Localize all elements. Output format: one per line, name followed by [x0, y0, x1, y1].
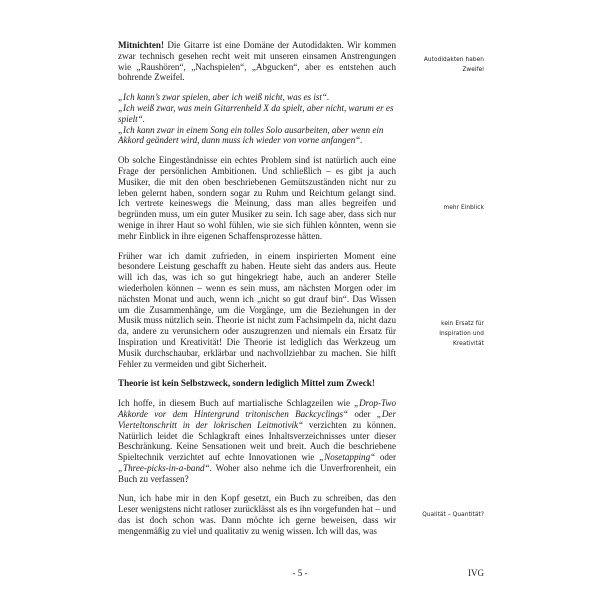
publisher-mark: IVG — [468, 568, 484, 578]
headlines-text-e: . Woher also nehme ich die Unverfrorenheit, ein Buch zu verfassen? — [118, 462, 396, 484]
margin-note-3-line-1: kein Ersatz für — [441, 319, 484, 327]
margin-note-ersatz — [404, 318, 484, 348]
technique-example-1: „Nosetapping“ — [319, 452, 376, 463]
margin-note-einblick — [404, 202, 484, 212]
body-text-column — [118, 40, 396, 546]
technique-example-2: „Three-picks-in-a-band“ — [118, 462, 210, 473]
margin-note-3-line-2: Inspiration und — [439, 329, 484, 337]
paragraph-theory: Früher war ich damit zufrieden, in einem inspirierten Moment eine besondere Leistung geschafft zu haben. Heute sieht das anders aus. Heute will ich das, was ich so gut hingekriegt habe, auch an anderer Stelle wiederholen können – wenn es sein muss, am nächsten Morgen oder im nächsten Monat und auch, wenn ich „nicht so gut drauf bin“. Das Wissen um die Zusammenhänge, um die Vorgänge, um die Beziehungen in der Musik muss nützlich sein. Theorie ist nicht zum Fachsimpeln da, nicht dazu da, andere zu verunsichern oder auszugrenzen und niemals ein Ersatz für Inspiration und Kreativität! Die Theorie ist lediglich das Werkzeug um Musik durchschaubar, erklärbar und nachvollziehbar zu machen. Sie hilft Fehler zu vermeiden und gibt Sicherheit. — [118, 250, 396, 369]
headlines-text-b: oder — [348, 408, 377, 419]
margin-note-autodidakten — [404, 54, 484, 74]
paragraph-headlines — [118, 398, 396, 484]
quote-2: „Ich weiß zwar, was mein Gitarrenheld X da spielt, aber nicht, warum er es spielt“. — [118, 102, 394, 124]
quote-1: „Ich kann’s zwar spielen, aber ich weiß nicht, was es ist“. — [118, 92, 330, 103]
quote-3: „Ich kann zwar in einem Song ein tolles Solo ausarbeiten, aber wenn ein Akkord geändert wird, dann muss ich wieder von vorne anfangen“. — [118, 124, 384, 146]
headlines-text-d: oder — [375, 452, 396, 463]
margin-note-1-line-1: Autodidakten haben — [423, 55, 484, 63]
paragraph-closing: Nun, ich habe mir in den Kopf gesetzt, ein Buch zu schreiben, das den Leser wenigstens nicht ratloser zurücklässt als es ihn vorgefunden hat – und das ist doch schon was. Dann möchte ich gerne beweisen, dass wir mengenmäßig zu viel und qualitativ zu wenig wissen. Ich will das, was — [118, 493, 396, 536]
headline-example-2: „Der Vierteltonschritt in der lokrischen Leitmotivik“ — [118, 408, 396, 430]
page-number: - 5 - — [292, 568, 308, 578]
margin-note-4-line-1: Qualität – Quantität? — [422, 510, 484, 518]
paragraph-intro — [118, 40, 396, 83]
quote-block — [118, 92, 396, 146]
margin-note-3-line-3: Kreativität — [452, 339, 484, 347]
margin-note-2-line-1: mehr Einblick — [443, 203, 484, 211]
margin-note-qualitaet — [404, 509, 484, 519]
headlines-text-a: Ich hoffe, in diesem Buch auf martialische Schlagzeilen wie — [118, 398, 355, 409]
paragraph-ambitions: Ob solche Eingeständnisse ein echtes Problem sind ist natürlich auch eine Frage der persönlichen Ambitionen. Und schließlich – es gibt ja auch Musiker, die mit den oben beschriebenen Gemütszuständen nicht nur zu leben gelernt haben, sondern sogar zu Ruhm und Reichtum gelangt sind. Ich vertrete keineswegs die Meinung, dass man alles begreifen und begründen muss, um ein guter Musiker zu sein. Ich sage aber, dass sich nur wenige in ihrer Haut so wohl fühlen, wie sie sich fühlen könnten, wenn sie mehr Einblick in ihre eigenen Schaffensprozesse hätten. — [118, 155, 396, 241]
headline-example-1: „Drop-Two Akkorde vor dem Hintergrund tritonischen Backcyclings“ — [118, 398, 396, 419]
headlines-text-c: verzichten zu können. Natürlich leidet die Schlagkraft eines Inhaltsverzeichnisses unter dieser Beschränkung. Keine Sensationen weit und breit. Auch die beschriebene Spieltechnik verzichtet auf echte Innovationen wie — [118, 419, 396, 463]
section-heading: Theorie ist kein Selbstzweck, sondern lediglich Mittel zum Zweck! — [118, 378, 375, 389]
intro-lead: Mitnichten! — [118, 40, 164, 50]
intro-text: Die Gitarre ist eine Domäne der Autodidakten. Wir kommen zwar technisch gesehen recht weit mit unseren einsamen Anstrengungen wie „Raushören“, „Nachspielen“, „Abgucken“, aber es entstehen auch bohrende Zweifel. — [118, 40, 396, 83]
margin-note-1-line-2: Zweifel — [462, 65, 484, 73]
